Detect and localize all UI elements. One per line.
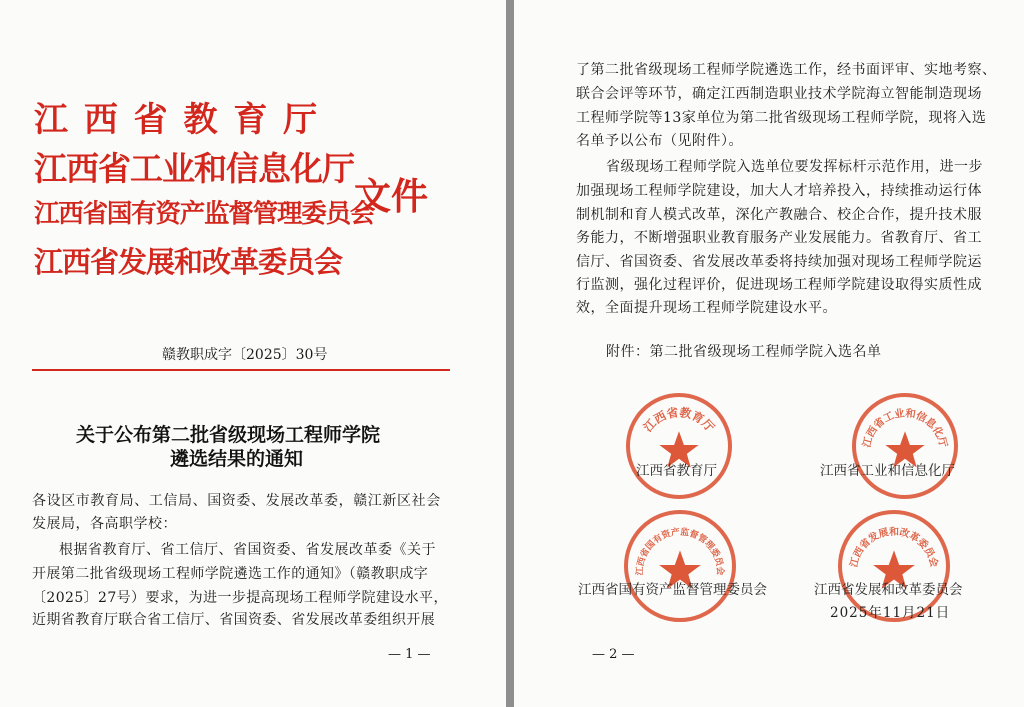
signatory-ndrc: 江西省发展和改革委员会 [814,582,963,598]
issuer-sasac: 江西省国有资产监督管理委员会 [34,199,375,229]
attachment-note: 附件：第二批省级现场工程师学院入选名单 [606,344,882,360]
para-cont-line1: 了第二批省级现场工程师学院遴选工作，经书面评审、实地考察、 [576,62,997,78]
para2-line5: 信厅、省国资委、省发展改革委将持续加强对现场工程师学院运 [576,254,982,270]
para-cont-line4: 名单予以公布（见附件）。 [576,133,743,149]
para2-line6: 行监测，强化过程评价，促进现场工程师学院建设取得实质性成 [576,277,982,293]
issue-date: 2025年11月21日 [830,605,951,621]
document-page-1 [0,0,506,707]
document-title-line2: 遴选结果的通知 [170,448,304,470]
signatory-industry: 江西省工业和信息化厅 [820,463,955,479]
document-title-line1: 关于公布第二批省级现场工程师学院 [76,424,381,446]
svg-text:江西省教育厅 [640,405,717,435]
para-cont-line3: 工程师学院等13家单位为第二批省级现场工程师学院，现将入选 [576,110,987,126]
seal-text-sasac: 江西省国有资产监督管理委员会 [635,527,725,576]
page-number-1: — 1 — [388,647,431,662]
seal-text-industry: 江西省工业和信息化厅 [860,407,950,449]
issuer-education-dept: 江 西 省 教 育 厅 [34,100,320,140]
signatory-sasac: 江西省国有资产监督管理委员会 [578,582,767,598]
para2-line3: 制机制和育人模式改革，深化产教融合、校企合作，提升技术服 [576,207,982,223]
page-number-2: — 2 — [592,647,635,662]
para1-line2: 开展第二批省级现场工程师学院遴选工作的通知》（赣教职成字 [32,566,429,582]
doc-word: 文件 [354,174,428,218]
para2-line1: 省级现场工程师学院入选单位要发挥标杆示范作用，进一步 [606,159,983,175]
recipients-line1: 各设区市教育局、工信局、国资委、发展改革委，赣江新区社会 [32,493,441,509]
para1-line1: 根据省教育厅、省工信厅、省国资委、省发展改革委《关于 [59,542,436,558]
para1-line3: 〔2025〕27号）要求，为进一步提高现场工程师学院建设水平， [32,590,448,606]
document-page-2 [514,0,1024,707]
para2-line2: 加强现场工程师学院建设，加大人才培养投入，持续推动运行体 [576,183,982,199]
official-seal-industry [852,393,958,499]
official-seal-sasac [624,510,736,622]
official-seal-education [626,393,732,499]
seal-text-ndrc: 江西省发展和改革委员会 [848,526,940,569]
issuer-industry-dept: 江西省工业和信息化厅 [34,149,354,188]
para-cont-line2: 联合会评等环节，确定江西制造职业技术学院海立智能制造现场 [576,86,982,102]
seal-text-education: 江西省教育厅 [640,405,718,435]
para2-line7: 效，全面提升现场工程师学院建设水平。 [576,300,837,316]
issuer-ndrc: 江西省发展和改革委员会 [34,245,343,279]
recipients-line2: 发展局，各高职学校： [32,516,177,532]
para1-line4: 近期省教育厅联合省工信厅、省国资委、省发展改革委组织开展 [32,612,436,628]
para2-line4: 务能力，不断增强职业教育服务产业发展能力。省教育厅、省工 [576,230,982,246]
signatory-education: 江西省教育厅 [636,463,717,479]
red-divider-line [32,369,450,371]
document-number: 赣教职成字〔2025〕30号 [162,347,328,363]
